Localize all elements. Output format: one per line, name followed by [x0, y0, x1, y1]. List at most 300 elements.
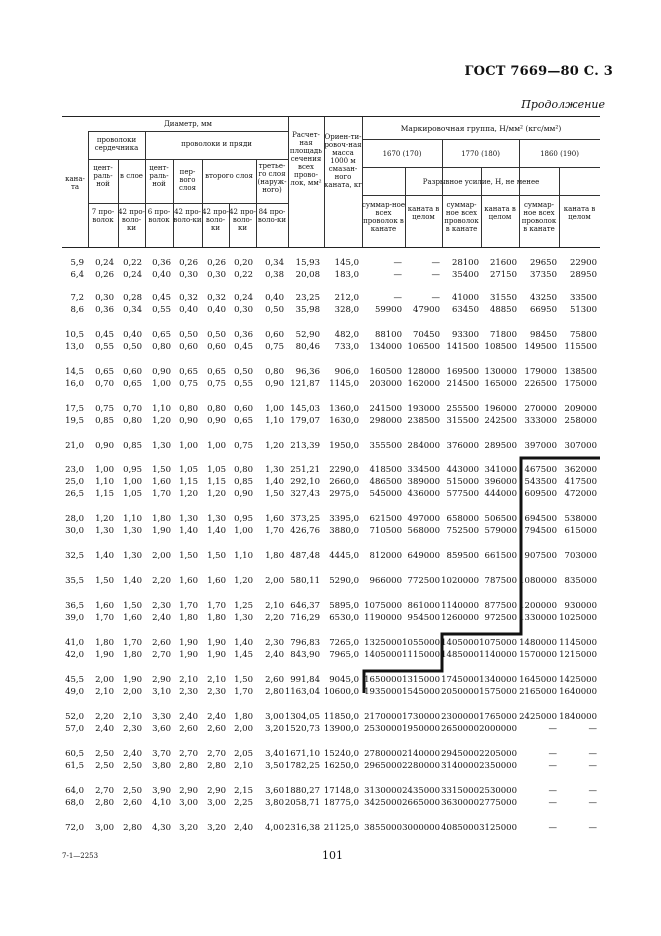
- second-layer-a-cell: 1,90: [207, 638, 226, 648]
- whole-1670-cell: 772500: [407, 576, 440, 586]
- area-cell: 991,84: [290, 675, 320, 685]
- sum-1770-cell: 1405000: [441, 638, 479, 648]
- sum-1860-cell: 1570000: [519, 650, 557, 660]
- second-layer-b-cell: 1,45: [234, 650, 253, 660]
- second-layer-a-cell: 0,32: [207, 293, 226, 303]
- rope-diameter-cell: 25,0: [65, 477, 84, 487]
- core-layer-cell: 2,80: [123, 823, 142, 833]
- core-layer-cell: 0,95: [123, 465, 142, 475]
- sum-1860-cell: —: [548, 724, 557, 734]
- core-central-cell: 2,00: [95, 675, 114, 685]
- sum-1670-cell: 710500: [369, 526, 402, 536]
- second-layer-b-cell: 0,95: [234, 514, 253, 524]
- strand-central-cell: 0,36: [152, 258, 171, 268]
- second-layer-a-cell: 2,30: [207, 687, 226, 697]
- whole-1770-cell: 21600: [489, 258, 517, 268]
- first-layer-cell: 1,30: [179, 514, 198, 524]
- second-layer-b-cell: 0,50: [234, 367, 253, 377]
- whole-1670-cell: 128000: [407, 367, 440, 377]
- strand-central-cell: 2,30: [152, 601, 171, 611]
- whole-1860-cell: 115500: [564, 342, 597, 352]
- second-layer-a-cell: 2,40: [207, 712, 226, 722]
- core-layer-cell: 1,30: [123, 526, 142, 536]
- sum-1670-cell: 3855000: [364, 823, 402, 833]
- core-wires-header: проволоки сердечника: [94, 136, 139, 152]
- core-layer-cell: 2,30: [123, 724, 142, 734]
- third-layer-cell: 3,80: [265, 798, 284, 808]
- strand-central-cell: 1,20: [152, 416, 171, 426]
- core-central-cell: 1,90: [95, 650, 114, 660]
- whole-1770-cell: 1575000: [479, 687, 517, 697]
- rope-diameter-cell: 6,4: [70, 270, 84, 280]
- sum-1860-cell: 794500: [524, 526, 557, 536]
- area-cell: 52,90: [295, 330, 320, 340]
- mass-cell: 6530,0: [329, 613, 359, 623]
- sum-1860-cell: 1200000: [519, 601, 557, 611]
- core-layer-cell: 0,60: [123, 367, 142, 377]
- area-cell: 843,90: [290, 650, 320, 660]
- whole-1860-cell: —: [588, 724, 597, 734]
- mass-cell: 212,0: [334, 293, 359, 303]
- whole-1670-cell: 1545000: [402, 687, 440, 697]
- area-cell: 1304,05: [284, 712, 320, 722]
- mass-cell: 9045,0: [329, 675, 359, 685]
- whole-1670-cell: 649000: [407, 551, 440, 561]
- second-layer-a-cell: 2,90: [207, 786, 226, 796]
- area-cell: 96,36: [295, 367, 320, 377]
- core-central-cell: 0,90: [95, 441, 114, 451]
- core-layer-cell: 1,30: [123, 551, 142, 561]
- strand-central-cell: 1,90: [152, 526, 171, 536]
- whole-1670-cell: —: [431, 293, 440, 303]
- core-central-cell: 2,50: [95, 749, 114, 759]
- area-cell: 145,03: [290, 404, 320, 414]
- strand-central-header: цент-раль-ной: [149, 164, 169, 188]
- third-layer-cell: 0,34: [265, 258, 284, 268]
- sum-1770-cell: 658000: [446, 514, 479, 524]
- first-layer-cell: 1,00: [179, 441, 198, 451]
- core-central-cell: 0,45: [95, 330, 114, 340]
- first-layer-cell: 0,60: [179, 342, 198, 352]
- core-layer-cell: 1,60: [123, 613, 142, 623]
- second-layer-b-cell: 0,65: [234, 416, 253, 426]
- core-central-cell: 3,00: [95, 823, 114, 833]
- whole-1670-cell: 954500: [407, 613, 440, 623]
- sum-1770-cell: 35400: [451, 270, 479, 280]
- first-layer-cell: 0,90: [179, 416, 198, 426]
- sum-1670-cell: 418500: [369, 465, 402, 475]
- sum-1860-cell: 149500: [524, 342, 557, 352]
- third-layer-cell: 1,40: [265, 477, 284, 487]
- whole-1860-cell: 362000: [564, 465, 597, 475]
- area-cell: 1671,10: [284, 749, 320, 759]
- rope-diameter-cell: 7,2: [70, 293, 84, 303]
- mass-cell: 16250,0: [323, 761, 359, 771]
- first-layer-cell: 0,75: [179, 379, 198, 389]
- sum-1670-cell: 2530000: [364, 724, 402, 734]
- whole-1770-cell: 2205000: [479, 749, 517, 759]
- sum-1860-cell: 333000: [524, 416, 557, 426]
- second-layer-a-cell: 2,60: [207, 724, 226, 734]
- strand-central-cell: 1,60: [152, 477, 171, 487]
- sum-1670-cell: 1650000: [364, 675, 402, 685]
- sum-1670-cell: 160500: [369, 367, 402, 377]
- core-central-cell: 2,70: [95, 786, 114, 796]
- first-layer-cell: 1,80: [179, 613, 198, 623]
- area-cell: 179,07: [290, 416, 320, 426]
- first-layer-cell: 3,20: [179, 823, 198, 833]
- whole-1860-cell: 1840000: [559, 712, 597, 722]
- sum-1860-cell: 270000: [524, 404, 557, 414]
- whole-1860-header: каната в целом: [563, 205, 596, 221]
- whole-1770-header: каната в целом: [484, 205, 516, 221]
- whole-1770-cell: 289500: [484, 441, 517, 451]
- sum-1860-cell: 694500: [524, 514, 557, 524]
- rope-diameter-header: кана-та: [65, 175, 85, 191]
- mass-cell: 3880,0: [329, 526, 359, 536]
- second-layer-b-cell: 1,25: [234, 601, 253, 611]
- core-layer-cell: 0,24: [123, 270, 142, 280]
- core-central-cell: 2,20: [95, 712, 114, 722]
- count-7-header: 7 про-волок: [91, 208, 115, 224]
- sum-1670-cell: 1075000: [364, 601, 402, 611]
- sum-1770-cell: 2945000: [441, 749, 479, 759]
- second-layer-a-cell: 1,05: [207, 465, 226, 475]
- mass-cell: 3395,0: [329, 514, 359, 524]
- rope-diameter-cell: 42,0: [65, 650, 84, 660]
- core-central-cell: 1,60: [95, 601, 114, 611]
- strand-central-cell: 4,30: [152, 823, 171, 833]
- sum-1860-cell: 179000: [524, 367, 557, 377]
- second-layer-a-cell: 3,00: [207, 798, 226, 808]
- core-layer-cell: 2,60: [123, 798, 142, 808]
- third-layer-cell: 3,40: [265, 749, 284, 759]
- whole-1770-cell: 506500: [484, 514, 517, 524]
- sum-1860-cell: —: [548, 786, 557, 796]
- third-layer-cell: 0,50: [265, 305, 284, 315]
- area-cell: 580,11: [290, 576, 320, 586]
- second-layer-b-cell: 0,85: [234, 477, 253, 487]
- strand-central-cell: 3,30: [152, 712, 171, 722]
- whole-1770-cell: 3125000: [479, 823, 517, 833]
- core-layer-cell: 2,50: [123, 761, 142, 771]
- mass-cell: 7265,0: [329, 638, 359, 648]
- count-84-header: 84 про-воло-ки: [257, 208, 287, 224]
- first-layer-cell: 2,80: [179, 761, 198, 771]
- second-layer-b-cell: 2,40: [234, 823, 253, 833]
- first-layer-cell: 2,30: [179, 687, 198, 697]
- mass-cell: 4445,0: [329, 551, 359, 561]
- rope-diameter-cell: 21,0: [65, 441, 84, 451]
- second-layer-b-cell: 2,10: [234, 761, 253, 771]
- whole-1860-cell: 538000: [564, 514, 597, 524]
- mass-cell: 5895,0: [329, 601, 359, 611]
- sum-1770-cell: 2050000: [441, 687, 479, 697]
- mass-cell: 1950,0: [329, 441, 359, 451]
- rope-diameter-cell: 19,5: [65, 416, 84, 426]
- rope-diameter-cell: 64,0: [65, 786, 84, 796]
- whole-1860-cell: 1145000: [559, 638, 597, 648]
- third-layer-cell: 1,70: [265, 526, 284, 536]
- core-central-header: цент-раль-ной: [93, 164, 113, 188]
- sum-1670-cell: 203000: [369, 379, 402, 389]
- first-layer-cell: 1,90: [179, 638, 198, 648]
- whole-1670-cell: 568000: [407, 526, 440, 536]
- second-layer-a-cell: 1,50: [207, 551, 226, 561]
- first-layer-cell: 2,40: [179, 712, 198, 722]
- second-layer-b-cell: 0,36: [234, 330, 253, 340]
- core-layer-cell: 1,10: [123, 514, 142, 524]
- area-cell: 796,83: [290, 638, 320, 648]
- first-layer-cell: 1,20: [179, 489, 198, 499]
- mass-cell: 15240,0: [323, 749, 359, 759]
- whole-1770-cell: 48850: [489, 305, 517, 315]
- sum-1770-cell: 376000: [446, 441, 479, 451]
- second-layer-a-cell: 0,26: [207, 258, 226, 268]
- second-layer-b-cell: 0,24: [234, 293, 253, 303]
- whole-1670-cell: 1055000: [402, 638, 440, 648]
- second-layer-a-cell: 0,65: [207, 367, 226, 377]
- second-layer-a-cell: 3,20: [207, 823, 226, 833]
- core-central-cell: 1,70: [95, 613, 114, 623]
- core-central-cell: 1,80: [95, 638, 114, 648]
- core-central-cell: 1,15: [95, 489, 114, 499]
- rope-diameter-cell: 26,5: [65, 489, 84, 499]
- core-layer-cell: 0,40: [123, 330, 142, 340]
- mass-cell: 145,0: [334, 258, 359, 268]
- whole-1670-cell: 497000: [407, 514, 440, 524]
- rope-diameter-cell: 17,5: [65, 404, 84, 414]
- sum-1670-cell: 966000: [369, 576, 402, 586]
- core-layer-cell: 0,28: [123, 293, 142, 303]
- sum-1670-cell: 2965000: [364, 761, 402, 771]
- area-cell: 487,48: [290, 551, 320, 561]
- whole-1770-cell: 165000: [484, 379, 517, 389]
- area-cell: 213,39: [290, 441, 320, 451]
- sum-1770-cell: 93300: [451, 330, 479, 340]
- sum-1860-cell: 397000: [524, 441, 557, 451]
- mass-cell: 2290,0: [329, 465, 359, 475]
- whole-1670-header: каната в целом: [407, 205, 440, 221]
- sum-1670-cell: 621500: [369, 514, 402, 524]
- whole-1860-cell: —: [588, 823, 597, 833]
- sum-1770-cell: 41000: [451, 293, 479, 303]
- whole-1860-cell: 1640000: [559, 687, 597, 697]
- sum-1770-cell: 2300000: [441, 712, 479, 722]
- core-layer-cell: 1,50: [123, 601, 142, 611]
- count-42d-header: 42 про-воло-ки: [229, 208, 256, 232]
- core-layer-cell: 1,90: [123, 675, 142, 685]
- second-layer-b-cell: 0,55: [234, 379, 253, 389]
- rope-diameter-cell: 60,5: [65, 749, 84, 759]
- second-layer-b-cell: 1,50: [234, 675, 253, 685]
- whole-1860-cell: 75800: [569, 330, 597, 340]
- core-central-cell: 2,40: [95, 724, 114, 734]
- sum-1860-cell: 609500: [524, 489, 557, 499]
- third-layer-cell: 2,00: [265, 576, 284, 586]
- strand-central-cell: 1,70: [152, 489, 171, 499]
- count-42a-header: 42 про-воло-ки: [118, 208, 145, 232]
- sum-1670-cell: 1405000: [364, 650, 402, 660]
- whole-1860-cell: 138500: [564, 367, 597, 377]
- sum-1860-cell: 98450: [529, 330, 557, 340]
- whole-1860-cell: 703000: [564, 551, 597, 561]
- sum-1670-cell: 298000: [369, 416, 402, 426]
- core-layer-cell: 0,22: [123, 258, 142, 268]
- sum-1770-cell: 141500: [446, 342, 479, 352]
- whole-1860-cell: 175000: [564, 379, 597, 389]
- whole-1670-cell: 2665000: [402, 798, 440, 808]
- core-layer-cell: 1,00: [123, 477, 142, 487]
- breaking-force-header: Разрывное усилие, Н, не менее: [422, 178, 540, 186]
- rope-diameter-cell: 39,0: [65, 613, 84, 623]
- strand-central-cell: 2,90: [152, 675, 171, 685]
- whole-1860-cell: —: [588, 761, 597, 771]
- whole-1860-cell: 835000: [564, 576, 597, 586]
- strand-central-cell: 1,30: [152, 441, 171, 451]
- sum-1670-cell: —: [393, 270, 402, 280]
- page-number: 101: [322, 849, 343, 862]
- grade-header: Маркировочная группа, Н/мм² (кгс/мм²): [400, 125, 562, 133]
- rope-diameter-cell: 23,0: [65, 465, 84, 475]
- area-cell: 327,43: [290, 489, 320, 499]
- sum-1860-cell: —: [548, 749, 557, 759]
- sum-1670-cell: 486500: [369, 477, 402, 487]
- core-in-layer-header: в слое: [120, 172, 143, 180]
- second-layer-b-cell: 2,05: [234, 749, 253, 759]
- strand-central-cell: 0,40: [152, 270, 171, 280]
- whole-1770-cell: 27150: [489, 270, 517, 280]
- first-layer-cell: 1,90: [179, 650, 198, 660]
- sum-1770-cell: 3315000: [441, 786, 479, 796]
- whole-1670-cell: —: [431, 270, 440, 280]
- whole-1860-cell: 307000: [564, 441, 597, 451]
- area-cell: 1163,04: [284, 687, 320, 697]
- core-layer-cell: 2,10: [123, 712, 142, 722]
- strand-central-cell: 2,60: [152, 638, 171, 648]
- area-cell: 1520,73: [284, 724, 320, 734]
- second-layer-a-cell: 1,30: [207, 514, 226, 524]
- whole-1860-cell: 22900: [569, 258, 597, 268]
- core-layer-cell: 1,80: [123, 650, 142, 660]
- core-central-cell: 1,40: [95, 551, 114, 561]
- whole-1770-cell: 130000: [484, 367, 517, 377]
- area-cell: 35,98: [295, 305, 320, 315]
- mass-cell: 906,0: [334, 367, 359, 377]
- mass-cell: 482,0: [334, 330, 359, 340]
- rope-diameter-cell: 32,5: [65, 551, 84, 561]
- sum-1770-cell: 443000: [446, 465, 479, 475]
- strand-central-cell: 3,70: [152, 749, 171, 759]
- whole-1860-cell: 28950: [569, 270, 597, 280]
- area-cell: 646,37: [290, 601, 320, 611]
- second-layer-b-cell: 1,10: [234, 551, 253, 561]
- second-layer-header: второго слоя: [205, 172, 253, 180]
- strand-central-cell: 2,70: [152, 650, 171, 660]
- core-central-cell: 0,65: [95, 367, 114, 377]
- whole-1670-cell: —: [431, 258, 440, 268]
- sum-1860-cell: 1645000: [519, 675, 557, 685]
- core-layer-cell: 1,05: [123, 489, 142, 499]
- sum-1860-cell: 467500: [524, 465, 557, 475]
- whole-1670-cell: 2280000: [402, 761, 440, 771]
- rope-diameter-cell: 36,5: [65, 601, 84, 611]
- whole-1670-cell: 3000000: [402, 823, 440, 833]
- whole-1670-cell: 1315000: [402, 675, 440, 685]
- third-layer-cell: 4,00: [265, 823, 284, 833]
- core-layer-cell: 2,40: [123, 749, 142, 759]
- third-layer-cell: 0,90: [265, 379, 284, 389]
- sum-1670-cell: —: [393, 293, 402, 303]
- sum-1860-cell: 907500: [524, 551, 557, 561]
- mass-cell: 7965,0: [329, 650, 359, 660]
- sum-1860-cell: 543500: [524, 477, 557, 487]
- third-layer-cell: 3,20: [265, 724, 284, 734]
- whole-1860-cell: 209000: [564, 404, 597, 414]
- second-layer-a-cell: 0,75: [207, 379, 226, 389]
- whole-1770-cell: 2000000: [479, 724, 517, 734]
- third-layer-cell: 0,38: [265, 270, 284, 280]
- area-cell: 80,46: [295, 342, 320, 352]
- strand-central-cell: 0,80: [152, 342, 171, 352]
- mass-cell: 1145,0: [329, 379, 359, 389]
- core-layer-cell: 1,40: [123, 576, 142, 586]
- whole-1670-cell: 1950000: [402, 724, 440, 734]
- whole-1860-cell: —: [588, 786, 597, 796]
- third-layer-cell: 3,60: [265, 786, 284, 796]
- mass-cell: 21125,0: [323, 823, 359, 833]
- sum-1860-cell: —: [548, 798, 557, 808]
- sum-1770-cell: 577500: [446, 489, 479, 499]
- second-layer-a-cell: 1,15: [207, 477, 226, 487]
- sum-1670-cell: 59900: [374, 305, 402, 315]
- strand-central-cell: 1,50: [152, 465, 171, 475]
- whole-1860-cell: 51300: [569, 305, 597, 315]
- sum-1670-cell: —: [393, 258, 402, 268]
- footer-print-code: 7-1—2253: [62, 852, 99, 860]
- mass-cell: 1360,0: [329, 404, 359, 414]
- sum-1770-cell: 4085000: [441, 823, 479, 833]
- mass-cell: 2975,0: [329, 489, 359, 499]
- strand-central-cell: 2,00: [152, 551, 171, 561]
- first-layer-cell: 1,70: [179, 601, 198, 611]
- whole-1860-cell: 33500: [569, 293, 597, 303]
- core-layer-cell: 1,70: [123, 638, 142, 648]
- sum-1860-cell: 226500: [524, 379, 557, 389]
- area-cell: 251,21: [290, 465, 320, 475]
- core-layer-cell: 0,80: [123, 416, 142, 426]
- continuation-label: Продолжение: [521, 98, 605, 111]
- sum-1770-cell: 859500: [446, 551, 479, 561]
- rope-diameter-cell: 52,0: [65, 712, 84, 722]
- second-layer-a-cell: 1,00: [207, 441, 226, 451]
- strand-central-cell: 0,45: [152, 293, 171, 303]
- third-layer-cell: 3,50: [265, 761, 284, 771]
- whole-1860-cell: —: [588, 798, 597, 808]
- whole-1670-cell: 2435000: [402, 786, 440, 796]
- first-layer-cell: 2,10: [179, 675, 198, 685]
- rope-diameter-cell: 10,5: [65, 330, 84, 340]
- second-layer-a-cell: 1,60: [207, 576, 226, 586]
- strand-central-cell: 3,80: [152, 761, 171, 771]
- sum-1670-header: суммар-ное всех проволок в канате: [362, 201, 405, 233]
- rope-diameter-cell: 72,0: [65, 823, 84, 833]
- area-cell: 121,87: [290, 379, 320, 389]
- third-layer-cell: 2,30: [265, 638, 284, 648]
- first-layer-cell: 0,80: [179, 404, 198, 414]
- sum-1770-cell: 3630000: [441, 798, 479, 808]
- first-layer-cell: 0,26: [179, 258, 198, 268]
